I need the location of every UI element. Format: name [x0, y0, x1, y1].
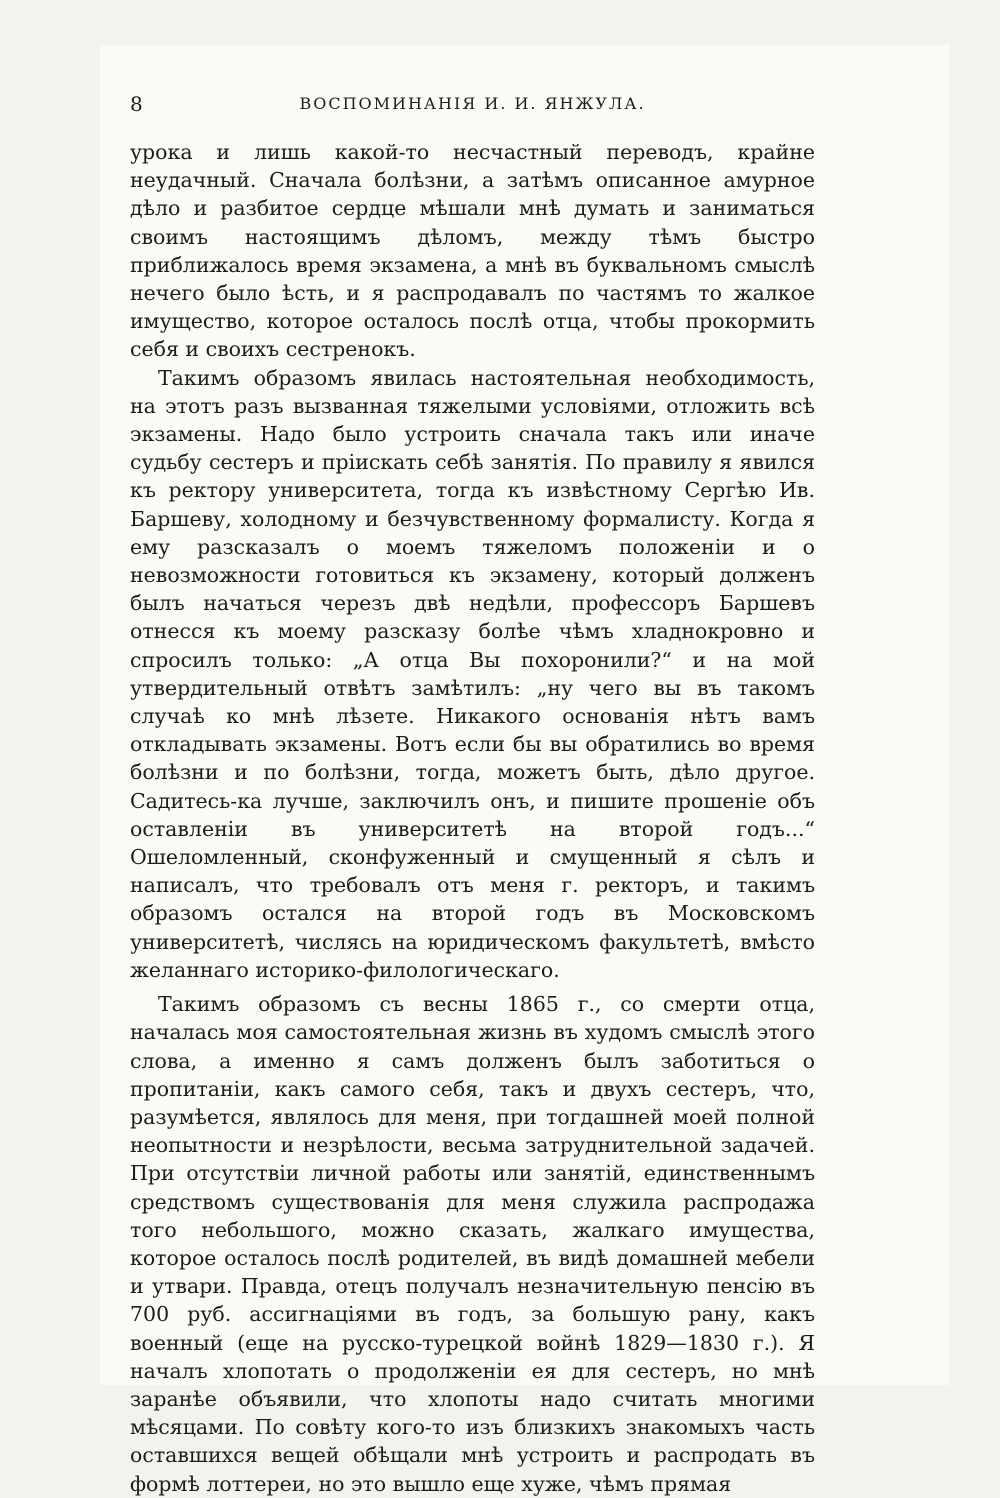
- page-header: [130, 92, 815, 118]
- paragraph-3: Такимъ образомъ съ весны 1865 г., со смерти отца, началась моя самостоятельная жизнь въ худомъ смыслѣ этого слова, а именно я самъ долженъ былъ заботиться о пропитаніи, какъ самого себя, такъ и двухъ сестеръ, что, разумѣется, являлось для меня, при тогдашней моей полной неопытности и незрѣлости, весьма затруднительной задачей. При отсутствіи личной работы или занятій, единственнымъ средствомъ существованія для меня служила распродажа того небольшого, можно сказать, жалкаго имущества, которое осталось послѣ родителей, въ видѣ домашней мебели и утвари. Правда, отецъ получалъ незначительную пенсію въ 700 руб. ассигнаціями въ годъ, за большую рану, какъ военный (еще на русско-турецкой войнѣ 1829—1830 г.). Я началъ хлопотать о продолженіи ея для сестеръ, но мнѣ заранѣе объявили, что хлопоты надо считать многими мѣсяцами. По совѣту кого-то изъ близкихъ знакомыхъ часть оставшихся вещей обѣщали мнѣ устроить и распродать въ формѣ лоттереи, но это вышло еще хуже, чѣмъ прямая: [130, 992, 815, 1496]
- paragraph-2: Такимъ образомъ явилась настоятельная необходимость, на этотъ разъ вызванная тяжелыми условіями, отложить всѣ экзамены. Надо было устроить сначала такъ или иначе судьбу сестеръ и пріискать себѣ занятія. По правилу я явился къ ректору университета, тогда къ извѣстному Сергѣю Ив. Баршеву, холодному и безчувственному формалисту. Когда я ему разсказалъ о моемъ тяжеломъ положеніи и о невозможности готовиться къ экзамену, который долженъ былъ начаться черезъ двѣ недѣли, профессоръ Баршевъ отнесся къ моему разсказу болѣе чѣмъ хладнокровно и спросилъ только: „А отца Вы похоронили?“ и на мой утвердительный отвѣтъ замѣтилъ: „ну чего вы въ такомъ случаѣ ко мнѣ лѣзете. Никакого основанія нѣтъ вамъ откладывать экзамены. Вотъ если бы вы обратились во время болѣзни и по болѣзни, тогда, можетъ быть, дѣло другое. Садитесь-ка лучше, заключилъ онъ, и пишите прошеніе объ оставленіи въ университетѣ на второй годъ...“ Ошеломленный, сконфуженный и смущенный я сѣлъ и написалъ, что требовалъ отъ меня г. ректоръ, и такимъ образомъ остался на второй годъ въ Московскомъ университетѣ, числясь на юридическомъ факультетѣ, вмѣсто желаннаго историко-филологическаго.: [130, 365, 815, 982]
- page-number: 8: [130, 92, 144, 116]
- paragraph-1: урока и лишь какой-то несчастный переводъ, крайне неудачный. Сначала болѣзни, а затѣмъ описанное амурное дѣло и разбитое сердце мѣшали мнѣ думать и заниматься своимъ настоящимъ дѣломъ, между тѣмъ быстро приближалось время экзамена, а мнѣ въ буквальномъ смыслѣ нечего было ѣсть, и я распродавалъ по частямъ то жалкое имущество, которое осталось послѣ отца, чтобы прокормить себя и своихъ сестренокъ.: [130, 140, 815, 362]
- running-head: ВОСПОМИНАНІЯ И. И. ЯНЖУЛА.: [299, 94, 646, 113]
- body-text: [130, 138, 815, 1498]
